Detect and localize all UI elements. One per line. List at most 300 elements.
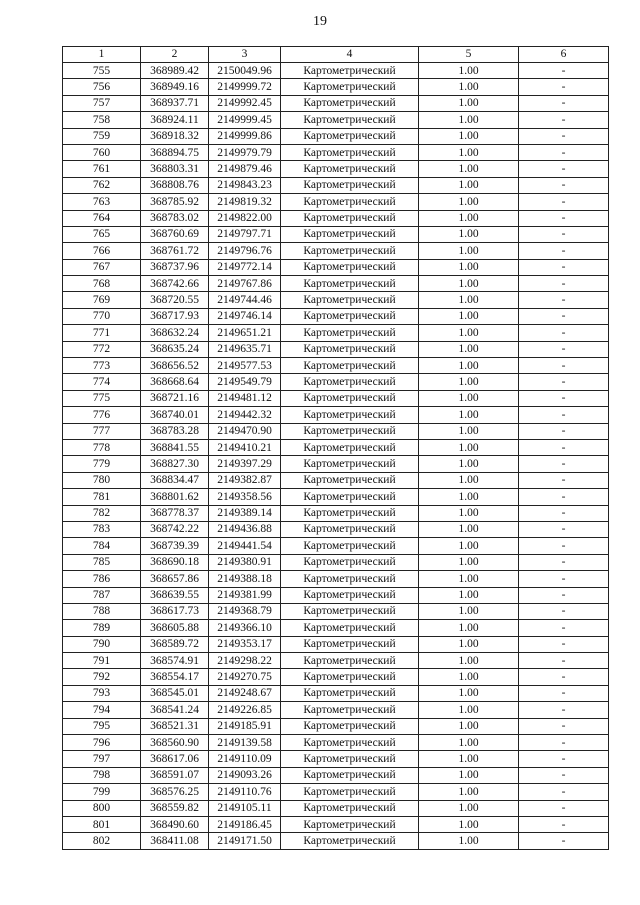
description-cell: - (519, 439, 609, 455)
y-coordinate-cell: 2149139.58 (209, 735, 281, 751)
table-row (63, 571, 609, 587)
description-cell: - (519, 784, 609, 800)
y-coordinate-cell: 2149746.14 (209, 308, 281, 324)
y-coordinate-cell: 2149368.79 (209, 603, 281, 619)
x-coordinate-cell: 368739.39 (141, 538, 209, 554)
method-cell: Картометрический (281, 603, 419, 619)
description-cell: - (519, 456, 609, 472)
table-row (63, 423, 609, 439)
y-coordinate-cell: 2149772.14 (209, 259, 281, 275)
point-number-cell: 782 (63, 505, 141, 521)
table-row (63, 407, 609, 423)
y-coordinate-cell: 2149797.71 (209, 226, 281, 242)
y-coordinate-cell: 2149481.12 (209, 390, 281, 406)
accuracy-cell: 1.00 (419, 439, 519, 455)
method-cell: Картометрический (281, 571, 419, 587)
description-cell: - (519, 292, 609, 308)
point-number-cell: 784 (63, 538, 141, 554)
method-cell: Картометрический (281, 112, 419, 128)
table-row (63, 587, 609, 603)
x-coordinate-cell: 368721.16 (141, 390, 209, 406)
x-coordinate-cell: 368668.64 (141, 374, 209, 390)
method-cell: Картометрический (281, 554, 419, 570)
x-coordinate-cell: 368918.32 (141, 128, 209, 144)
column-header-4: 4 (281, 47, 419, 63)
point-number-cell: 797 (63, 751, 141, 767)
point-number-cell: 759 (63, 128, 141, 144)
x-coordinate-cell: 368521.31 (141, 718, 209, 734)
x-coordinate-cell: 368783.02 (141, 210, 209, 226)
x-coordinate-cell: 368834.47 (141, 472, 209, 488)
table-row (63, 767, 609, 783)
accuracy-cell: 1.00 (419, 276, 519, 292)
table-row (63, 390, 609, 406)
y-coordinate-cell: 2149410.21 (209, 439, 281, 455)
y-coordinate-cell: 2149651.21 (209, 325, 281, 341)
y-coordinate-cell: 2149110.09 (209, 751, 281, 767)
y-coordinate-cell: 2149999.86 (209, 128, 281, 144)
table-row (63, 259, 609, 275)
point-number-cell: 800 (63, 800, 141, 816)
table-row (63, 816, 609, 832)
description-cell: - (519, 735, 609, 751)
accuracy-cell: 1.00 (419, 226, 519, 242)
accuracy-cell: 1.00 (419, 210, 519, 226)
method-cell: Картометрический (281, 210, 419, 226)
table-row (63, 439, 609, 455)
description-cell: - (519, 161, 609, 177)
table-row (63, 653, 609, 669)
x-coordinate-cell: 368924.11 (141, 112, 209, 128)
point-number-cell: 802 (63, 833, 141, 849)
point-number-cell: 799 (63, 784, 141, 800)
point-number-cell: 796 (63, 735, 141, 751)
x-coordinate-cell: 368690.18 (141, 554, 209, 570)
point-number-cell: 792 (63, 669, 141, 685)
method-cell: Картометрический (281, 653, 419, 669)
method-cell: Картометрический (281, 505, 419, 521)
accuracy-cell: 1.00 (419, 587, 519, 603)
y-coordinate-cell: 2149105.11 (209, 800, 281, 816)
coordinates-table (62, 46, 609, 850)
table-row (63, 226, 609, 242)
method-cell: Картометрический (281, 735, 419, 751)
accuracy-cell: 1.00 (419, 653, 519, 669)
description-cell: - (519, 243, 609, 259)
description-cell: - (519, 538, 609, 554)
accuracy-cell: 1.00 (419, 259, 519, 275)
point-number-cell: 764 (63, 210, 141, 226)
y-coordinate-cell: 2149843.23 (209, 177, 281, 193)
method-cell: Картометрический (281, 95, 419, 111)
column-header-1: 1 (63, 47, 141, 63)
table-row (63, 620, 609, 636)
description-cell: - (519, 390, 609, 406)
x-coordinate-cell: 368411.08 (141, 833, 209, 849)
accuracy-cell: 1.00 (419, 816, 519, 832)
table-row (63, 358, 609, 374)
method-cell: Картометрический (281, 439, 419, 455)
y-coordinate-cell: 2149442.32 (209, 407, 281, 423)
accuracy-cell: 1.00 (419, 243, 519, 259)
x-coordinate-cell: 368894.75 (141, 144, 209, 160)
description-cell: - (519, 79, 609, 95)
description-cell: - (519, 177, 609, 193)
table-row (63, 456, 609, 472)
table-row (63, 669, 609, 685)
x-coordinate-cell: 368808.76 (141, 177, 209, 193)
point-number-cell: 789 (63, 620, 141, 636)
accuracy-cell: 1.00 (419, 669, 519, 685)
x-coordinate-cell: 368490.60 (141, 816, 209, 832)
y-coordinate-cell: 2149298.22 (209, 653, 281, 669)
description-cell: - (519, 587, 609, 603)
description-cell: - (519, 521, 609, 537)
y-coordinate-cell: 2149389.14 (209, 505, 281, 521)
x-coordinate-cell: 368617.73 (141, 603, 209, 619)
column-header-6: 6 (519, 47, 609, 63)
description-cell: - (519, 423, 609, 439)
y-coordinate-cell: 2149353.17 (209, 636, 281, 652)
y-coordinate-cell: 2149441.54 (209, 538, 281, 554)
description-cell: - (519, 718, 609, 734)
table-row (63, 784, 609, 800)
accuracy-cell: 1.00 (419, 374, 519, 390)
x-coordinate-cell: 368785.92 (141, 194, 209, 210)
point-number-cell: 761 (63, 161, 141, 177)
accuracy-cell: 1.00 (419, 636, 519, 652)
point-number-cell: 785 (63, 554, 141, 570)
x-coordinate-cell: 368740.01 (141, 407, 209, 423)
point-number-cell: 758 (63, 112, 141, 128)
table-row (63, 702, 609, 718)
y-coordinate-cell: 2149171.50 (209, 833, 281, 849)
method-cell: Картометрический (281, 833, 419, 849)
accuracy-cell: 1.00 (419, 79, 519, 95)
y-coordinate-cell: 2149366.10 (209, 620, 281, 636)
accuracy-cell: 1.00 (419, 603, 519, 619)
y-coordinate-cell: 2149380.91 (209, 554, 281, 570)
accuracy-cell: 1.00 (419, 292, 519, 308)
table-row (63, 718, 609, 734)
accuracy-cell: 1.00 (419, 177, 519, 193)
point-number-cell: 756 (63, 79, 141, 95)
accuracy-cell: 1.00 (419, 702, 519, 718)
accuracy-cell: 1.00 (419, 112, 519, 128)
description-cell: - (519, 472, 609, 488)
accuracy-cell: 1.00 (419, 735, 519, 751)
x-coordinate-cell: 368635.24 (141, 341, 209, 357)
x-coordinate-cell: 368760.69 (141, 226, 209, 242)
y-coordinate-cell: 2149358.56 (209, 489, 281, 505)
point-number-cell: 787 (63, 587, 141, 603)
description-cell: - (519, 816, 609, 832)
description-cell: - (519, 374, 609, 390)
column-header-3: 3 (209, 47, 281, 63)
method-cell: Картометрический (281, 587, 419, 603)
x-coordinate-cell: 368803.31 (141, 161, 209, 177)
y-coordinate-cell: 2149744.46 (209, 292, 281, 308)
point-number-cell: 794 (63, 702, 141, 718)
description-cell: - (519, 210, 609, 226)
table-row (63, 63, 609, 79)
description-cell: - (519, 194, 609, 210)
accuracy-cell: 1.00 (419, 800, 519, 816)
description-cell: - (519, 505, 609, 521)
method-cell: Картометрический (281, 390, 419, 406)
table-row (63, 144, 609, 160)
method-cell: Картометрический (281, 194, 419, 210)
description-cell: - (519, 669, 609, 685)
description-cell: - (519, 407, 609, 423)
accuracy-cell: 1.00 (419, 751, 519, 767)
description-cell: - (519, 767, 609, 783)
x-coordinate-cell: 368632.24 (141, 325, 209, 341)
description-cell: - (519, 603, 609, 619)
y-coordinate-cell: 2149186.45 (209, 816, 281, 832)
description-cell: - (519, 128, 609, 144)
accuracy-cell: 1.00 (419, 423, 519, 439)
description-cell: - (519, 800, 609, 816)
x-coordinate-cell: 368720.55 (141, 292, 209, 308)
point-number-cell: 783 (63, 521, 141, 537)
y-coordinate-cell: 2149110.76 (209, 784, 281, 800)
y-coordinate-cell: 2149979.79 (209, 144, 281, 160)
description-cell: - (519, 653, 609, 669)
method-cell: Картометрический (281, 144, 419, 160)
table-row (63, 177, 609, 193)
accuracy-cell: 1.00 (419, 325, 519, 341)
point-number-cell: 755 (63, 63, 141, 79)
x-coordinate-cell: 368605.88 (141, 620, 209, 636)
x-coordinate-cell: 368657.86 (141, 571, 209, 587)
point-number-cell: 777 (63, 423, 141, 439)
table-row (63, 325, 609, 341)
y-coordinate-cell: 2149796.76 (209, 243, 281, 259)
column-header-2: 2 (141, 47, 209, 63)
y-coordinate-cell: 2149992.45 (209, 95, 281, 111)
description-cell: - (519, 685, 609, 701)
accuracy-cell: 1.00 (419, 833, 519, 849)
description-cell: - (519, 144, 609, 160)
y-coordinate-cell: 2149093.26 (209, 767, 281, 783)
table-row (63, 112, 609, 128)
accuracy-cell: 1.00 (419, 390, 519, 406)
method-cell: Картометрический (281, 259, 419, 275)
x-coordinate-cell: 368717.93 (141, 308, 209, 324)
method-cell: Картометрический (281, 767, 419, 783)
description-cell: - (519, 308, 609, 324)
x-coordinate-cell: 368783.28 (141, 423, 209, 439)
y-coordinate-cell: 2149226.85 (209, 702, 281, 718)
column-header-5: 5 (419, 47, 519, 63)
header-row (63, 47, 609, 63)
x-coordinate-cell: 368559.82 (141, 800, 209, 816)
table-row (63, 292, 609, 308)
method-cell: Картометрический (281, 800, 419, 816)
method-cell: Картометрический (281, 63, 419, 79)
x-coordinate-cell: 368761.72 (141, 243, 209, 259)
method-cell: Картометрический (281, 751, 419, 767)
accuracy-cell: 1.00 (419, 489, 519, 505)
accuracy-cell: 1.00 (419, 718, 519, 734)
table-row (63, 505, 609, 521)
method-cell: Картометрический (281, 341, 419, 357)
method-cell: Картометрический (281, 816, 419, 832)
table-row (63, 800, 609, 816)
method-cell: Картометрический (281, 226, 419, 242)
y-coordinate-cell: 2149879.46 (209, 161, 281, 177)
x-coordinate-cell: 368589.72 (141, 636, 209, 652)
x-coordinate-cell: 368639.55 (141, 587, 209, 603)
table-body (63, 63, 609, 850)
accuracy-cell: 1.00 (419, 161, 519, 177)
method-cell: Картометрический (281, 620, 419, 636)
accuracy-cell: 1.00 (419, 554, 519, 570)
point-number-cell: 770 (63, 308, 141, 324)
x-coordinate-cell: 368827.30 (141, 456, 209, 472)
x-coordinate-cell: 368737.96 (141, 259, 209, 275)
method-cell: Картометрический (281, 79, 419, 95)
table-row (63, 538, 609, 554)
x-coordinate-cell: 368560.90 (141, 735, 209, 751)
table-header (63, 47, 609, 63)
method-cell: Картометрический (281, 374, 419, 390)
table-row (63, 751, 609, 767)
accuracy-cell: 1.00 (419, 95, 519, 111)
table-row (63, 308, 609, 324)
y-coordinate-cell: 2149577.53 (209, 358, 281, 374)
table-row (63, 489, 609, 505)
point-number-cell: 767 (63, 259, 141, 275)
point-number-cell: 771 (63, 325, 141, 341)
accuracy-cell: 1.00 (419, 456, 519, 472)
table-row (63, 636, 609, 652)
y-coordinate-cell: 2149767.86 (209, 276, 281, 292)
point-number-cell: 772 (63, 341, 141, 357)
point-number-cell: 768 (63, 276, 141, 292)
accuracy-cell: 1.00 (419, 784, 519, 800)
table-row (63, 833, 609, 849)
x-coordinate-cell: 368656.52 (141, 358, 209, 374)
point-number-cell: 801 (63, 816, 141, 832)
point-number-cell: 779 (63, 456, 141, 472)
accuracy-cell: 1.00 (419, 63, 519, 79)
x-coordinate-cell: 368742.22 (141, 521, 209, 537)
method-cell: Картометрический (281, 358, 419, 374)
method-cell: Картометрический (281, 243, 419, 259)
method-cell: Картометрический (281, 456, 419, 472)
y-coordinate-cell: 2149549.79 (209, 374, 281, 390)
y-coordinate-cell: 2149382.87 (209, 472, 281, 488)
description-cell: - (519, 751, 609, 767)
point-number-cell: 791 (63, 653, 141, 669)
table-row (63, 276, 609, 292)
table-row (63, 210, 609, 226)
x-coordinate-cell: 368989.42 (141, 63, 209, 79)
point-number-cell: 757 (63, 95, 141, 111)
accuracy-cell: 1.00 (419, 571, 519, 587)
method-cell: Картометрический (281, 407, 419, 423)
table-row (63, 95, 609, 111)
y-coordinate-cell: 2149388.18 (209, 571, 281, 587)
table-row (63, 374, 609, 390)
y-coordinate-cell: 2149270.75 (209, 669, 281, 685)
y-coordinate-cell: 2149822.00 (209, 210, 281, 226)
method-cell: Картометрический (281, 325, 419, 341)
method-cell: Картометрический (281, 128, 419, 144)
point-number-cell: 780 (63, 472, 141, 488)
table-row (63, 161, 609, 177)
description-cell: - (519, 112, 609, 128)
y-coordinate-cell: 2149185.91 (209, 718, 281, 734)
x-coordinate-cell: 368541.24 (141, 702, 209, 718)
y-coordinate-cell: 2149819.32 (209, 194, 281, 210)
point-number-cell: 788 (63, 603, 141, 619)
point-number-cell: 798 (63, 767, 141, 783)
description-cell: - (519, 276, 609, 292)
y-coordinate-cell: 2150049.96 (209, 63, 281, 79)
description-cell: - (519, 620, 609, 636)
method-cell: Картометрический (281, 177, 419, 193)
description-cell: - (519, 571, 609, 587)
method-cell: Картометрический (281, 276, 419, 292)
point-number-cell: 795 (63, 718, 141, 734)
method-cell: Картометрический (281, 489, 419, 505)
method-cell: Картометрический (281, 718, 419, 734)
method-cell: Картометрический (281, 161, 419, 177)
point-number-cell: 769 (63, 292, 141, 308)
point-number-cell: 778 (63, 439, 141, 455)
method-cell: Картометрический (281, 669, 419, 685)
y-coordinate-cell: 2149635.71 (209, 341, 281, 357)
point-number-cell: 760 (63, 144, 141, 160)
description-cell: - (519, 226, 609, 242)
x-coordinate-cell: 368801.62 (141, 489, 209, 505)
point-number-cell: 776 (63, 407, 141, 423)
point-number-cell: 763 (63, 194, 141, 210)
x-coordinate-cell: 368937.71 (141, 95, 209, 111)
x-coordinate-cell: 368841.55 (141, 439, 209, 455)
method-cell: Картометрический (281, 292, 419, 308)
x-coordinate-cell: 368949.16 (141, 79, 209, 95)
accuracy-cell: 1.00 (419, 407, 519, 423)
point-number-cell: 793 (63, 685, 141, 701)
method-cell: Картометрический (281, 423, 419, 439)
accuracy-cell: 1.00 (419, 620, 519, 636)
point-number-cell: 765 (63, 226, 141, 242)
point-number-cell: 773 (63, 358, 141, 374)
y-coordinate-cell: 2149381.99 (209, 587, 281, 603)
method-cell: Картометрический (281, 636, 419, 652)
x-coordinate-cell: 368545.01 (141, 685, 209, 701)
accuracy-cell: 1.00 (419, 194, 519, 210)
point-number-cell: 762 (63, 177, 141, 193)
point-number-cell: 786 (63, 571, 141, 587)
description-cell: - (519, 702, 609, 718)
method-cell: Картометрический (281, 538, 419, 554)
y-coordinate-cell: 2149436.88 (209, 521, 281, 537)
accuracy-cell: 1.00 (419, 472, 519, 488)
table-row (63, 194, 609, 210)
table-row (63, 243, 609, 259)
accuracy-cell: 1.00 (419, 685, 519, 701)
description-cell: - (519, 95, 609, 111)
point-number-cell: 781 (63, 489, 141, 505)
method-cell: Картометрический (281, 472, 419, 488)
y-coordinate-cell: 2149999.72 (209, 79, 281, 95)
method-cell: Картометрический (281, 685, 419, 701)
